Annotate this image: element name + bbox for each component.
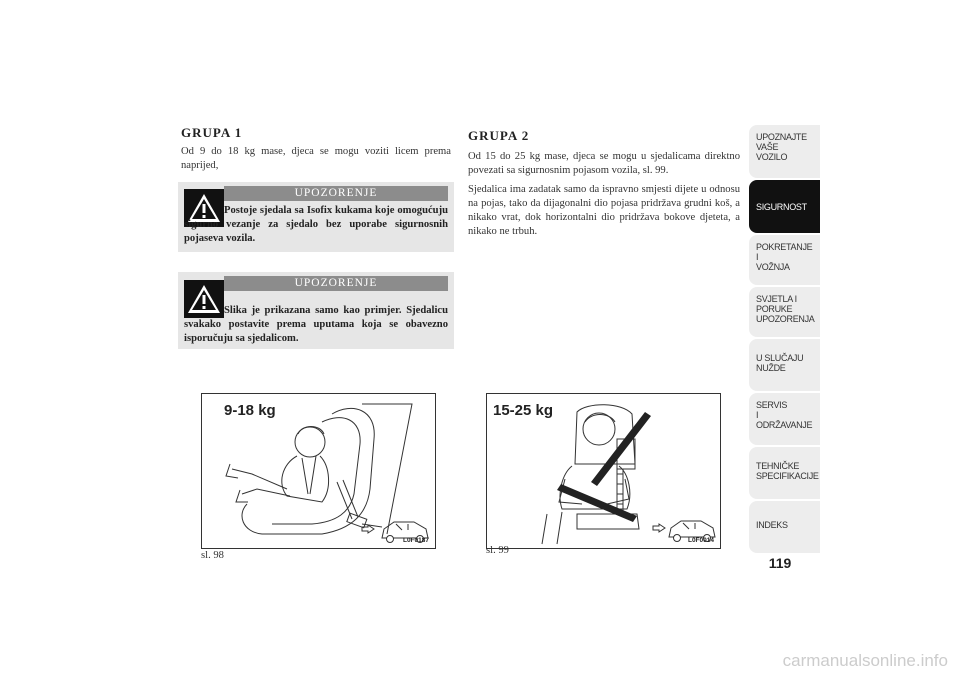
tab-sigurnost[interactable]: [749, 180, 820, 233]
tab-label: U SLUČAJU NUŽDE: [756, 353, 804, 373]
tab-label: SIGURNOST: [756, 202, 807, 212]
figure-code: L0F0187: [402, 537, 429, 544]
tab-label: INDEKS: [756, 520, 788, 530]
tab-servis-i-odrzavanje[interactable]: [749, 393, 820, 445]
tab-label: UPOZNAJTE VAŠE VOZILO: [756, 132, 807, 162]
tab-tehnicke-specifikacije[interactable]: [749, 447, 820, 499]
figure-weight-label: 15-25 kg: [493, 402, 554, 419]
section-heading-grupa-2: GRUPA 2: [468, 128, 530, 143]
intro-paragraph: Od 9 do 18 kg mase, djeca se mogu voziti licem prema naprijed,: [181, 146, 451, 171]
warning-title: UPOZORENJE: [224, 186, 448, 201]
tab-label: POKRETANJE I VOŽNJA: [756, 242, 813, 272]
watermark: carmanualsonline.info: [782, 651, 948, 670]
figure-weight-label: 9-18 kg: [224, 402, 276, 419]
warning-title: UPOZORENJE: [224, 276, 448, 291]
figure-code: L0F0014: [687, 537, 714, 544]
body-paragraph-2: Sjedalica ima zadatak samo da ispravno smjesti dijete u odnosu na pojas, tako da dijagonalni dio pojasa pridržava grudni koš, a nikako vrat, dok horizontalni dio pridržava bokove djeteta, a nikako ne trbuh.: [468, 184, 740, 237]
figure-booster-seat-group-2: [486, 393, 721, 549]
figure-caption: sl. 98: [201, 550, 224, 561]
warning-text: Slika je prikazana samo kao primjer. Sjedalicu svakako postavite prema uputama koja se obavezno isporučuju sa sjedalicom.: [184, 305, 448, 344]
booster-seat-illustration: [487, 394, 720, 548]
tab-u-slucaju-nuzde[interactable]: [749, 339, 820, 391]
tab-label: SERVIS I ODRŽAVANJE: [756, 400, 813, 430]
body-paragraph-1: Od 15 do 25 kg mase, djeca se mogu u sjedalicama direktno povezati sa sigurnosnim pojasom vozila, sl. 99.: [468, 151, 740, 176]
child-seat-illustration: [202, 394, 435, 548]
tab-label: TEHNIČKE SPECIFIKACIJE: [756, 461, 819, 481]
tab-pokretanje-i-voznja[interactable]: [749, 235, 820, 285]
warning-text: Postoje sjedala sa Isofix kukama koje omogućuju sigurno vezanje za sjedalo bez uporabe sigurnosnih pojaseva vozila.: [184, 205, 448, 244]
tab-label: SVJETLA I PORUKE UPOZORENJA: [756, 294, 815, 324]
tab-upoznajte-vase-vozilo[interactable]: [749, 125, 820, 178]
tab-indeks[interactable]: [749, 501, 820, 553]
page-number: 119: [768, 555, 792, 571]
warning-box-isofix: [178, 182, 454, 252]
section-heading-grupa-1: GRUPA 1: [181, 125, 243, 140]
figure-caption: sl. 99: [486, 545, 509, 556]
warning-box-instructions: [178, 272, 454, 349]
tab-svjetla-i-poruke-upozorenja[interactable]: [749, 287, 820, 337]
figure-child-seat-group-1: [201, 393, 436, 549]
